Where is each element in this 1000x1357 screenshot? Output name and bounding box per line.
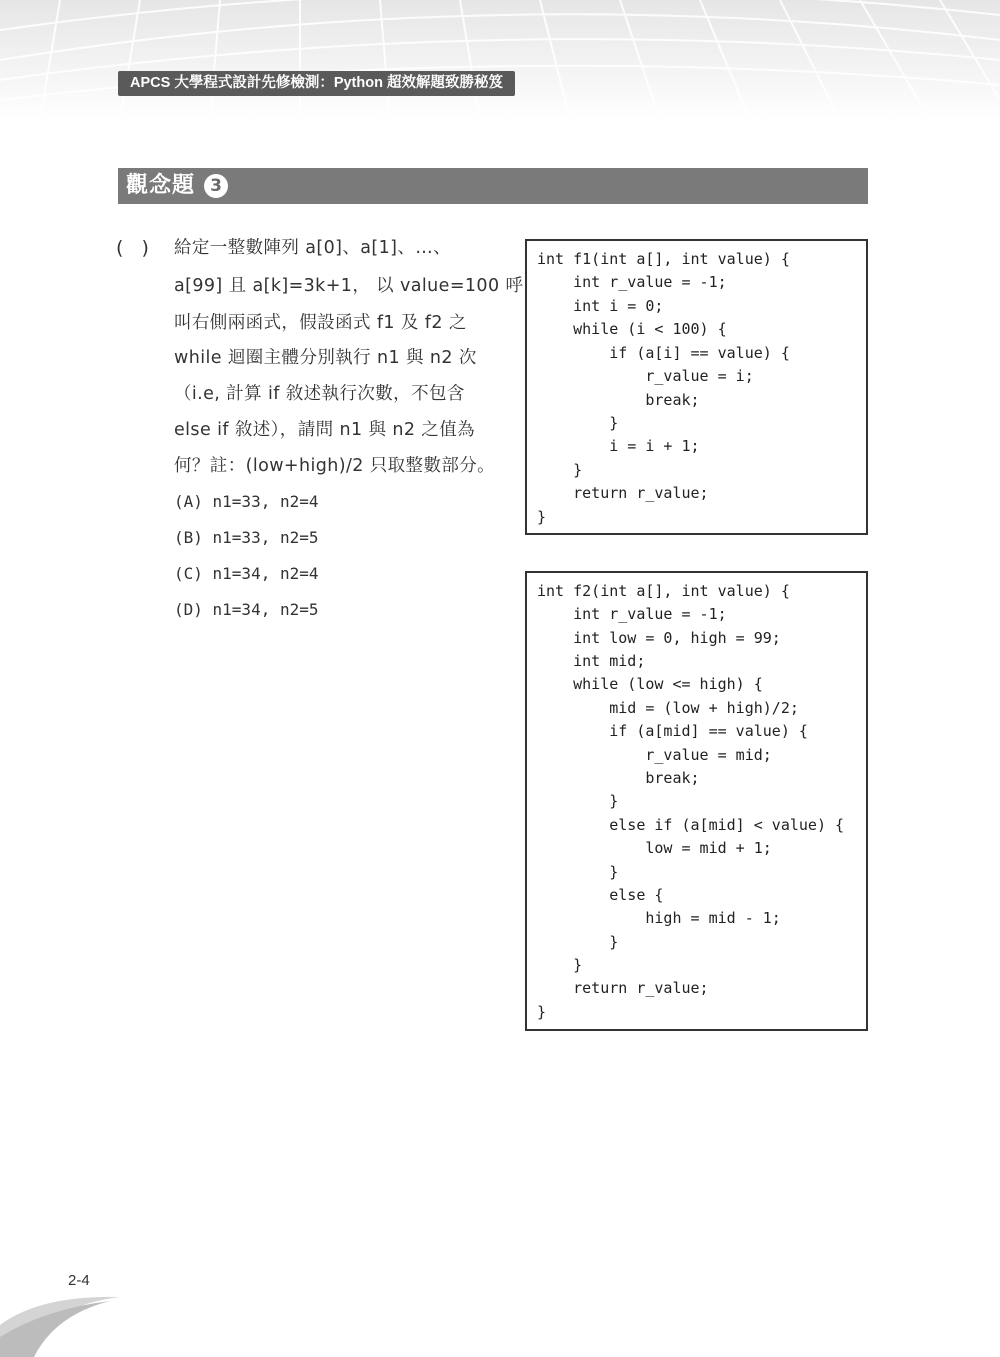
answer-blank: ( ) — [116, 237, 149, 259]
option-d: (D) n1=34, n2=5 — [174, 600, 319, 619]
code-line: i = i + 1; — [537, 437, 700, 455]
footer-swoosh-decoration — [0, 1285, 130, 1357]
option-a: (A) n1=33, n2=4 — [174, 492, 319, 511]
code-line: int r_value = -1; — [537, 273, 727, 291]
code-line: break; — [537, 391, 700, 409]
code-line: return r_value; — [537, 484, 709, 502]
page-number: 2-4 — [68, 1272, 90, 1289]
code-line: r_value = mid; — [537, 746, 772, 764]
code-line: break; — [537, 769, 700, 787]
code-line: } — [537, 792, 619, 810]
code-line: else if (a[mid] < value) { — [537, 816, 845, 834]
code-line: while (i < 100) { — [537, 320, 727, 338]
option-c: (C) n1=34, n2=4 — [174, 564, 319, 583]
code-line: int r_value = -1; — [537, 605, 727, 623]
code-line: int f2(int a[], int value) { — [537, 582, 790, 600]
question-line: a[99] 且 a[k]=3k+1， 以 value=100 呼 — [174, 276, 524, 296]
code-line: high = mid - 1; — [537, 909, 781, 927]
grid-decoration — [0, 0, 1000, 120]
option-b: (B) n1=33, n2=5 — [174, 528, 319, 547]
code-line: } — [537, 933, 619, 951]
section-number-badge: 3 — [204, 174, 228, 198]
question-line: else if 敘述），請問 n1 與 n2 之值為 — [174, 420, 476, 440]
code-line: int mid; — [537, 652, 646, 670]
question-line: 何？註：(low+high)/2 只取整數部分。 — [174, 456, 496, 476]
question-line: 給定一整數陣列 a[0]、a[1]、…、 — [174, 238, 452, 258]
header-decoration — [0, 0, 1000, 120]
code-line: if (a[i] == value) { — [537, 344, 790, 362]
running-header: APCS 大學程式設計先修檢測：Python 超效解題致勝秘笈 — [118, 71, 515, 96]
code-line: int low = 0, high = 99; — [537, 629, 781, 647]
code-line: } — [537, 1003, 547, 1021]
code-line: mid = (low + high)/2; — [537, 699, 799, 717]
code-line: r_value = i; — [537, 367, 754, 385]
section-header — [118, 168, 868, 204]
code-line: else { — [537, 886, 664, 904]
code-line: } — [537, 461, 583, 479]
question-line: 叫右側兩函式，假設函式 f1 及 f2 之 — [174, 313, 467, 333]
section-title: 觀念題 — [126, 173, 196, 198]
code-line: low = mid + 1; — [537, 839, 772, 857]
code-line: if (a[mid] == value) { — [537, 722, 808, 740]
code-line: return r_value; — [537, 979, 709, 997]
question-line: （i.e, 計算 if 敘述執行次數，不包含 — [174, 384, 465, 404]
code-line: int f1(int a[], int value) { — [537, 250, 790, 268]
code-line: } — [537, 508, 547, 526]
question-line: while 迴圈主體分別執行 n1 與 n2 次 — [174, 348, 477, 368]
code-line: } — [537, 863, 619, 881]
code-line: } — [537, 956, 583, 974]
code-line: int i = 0; — [537, 297, 664, 315]
code-line: while (low <= high) { — [537, 675, 763, 693]
code-line: } — [537, 414, 619, 432]
